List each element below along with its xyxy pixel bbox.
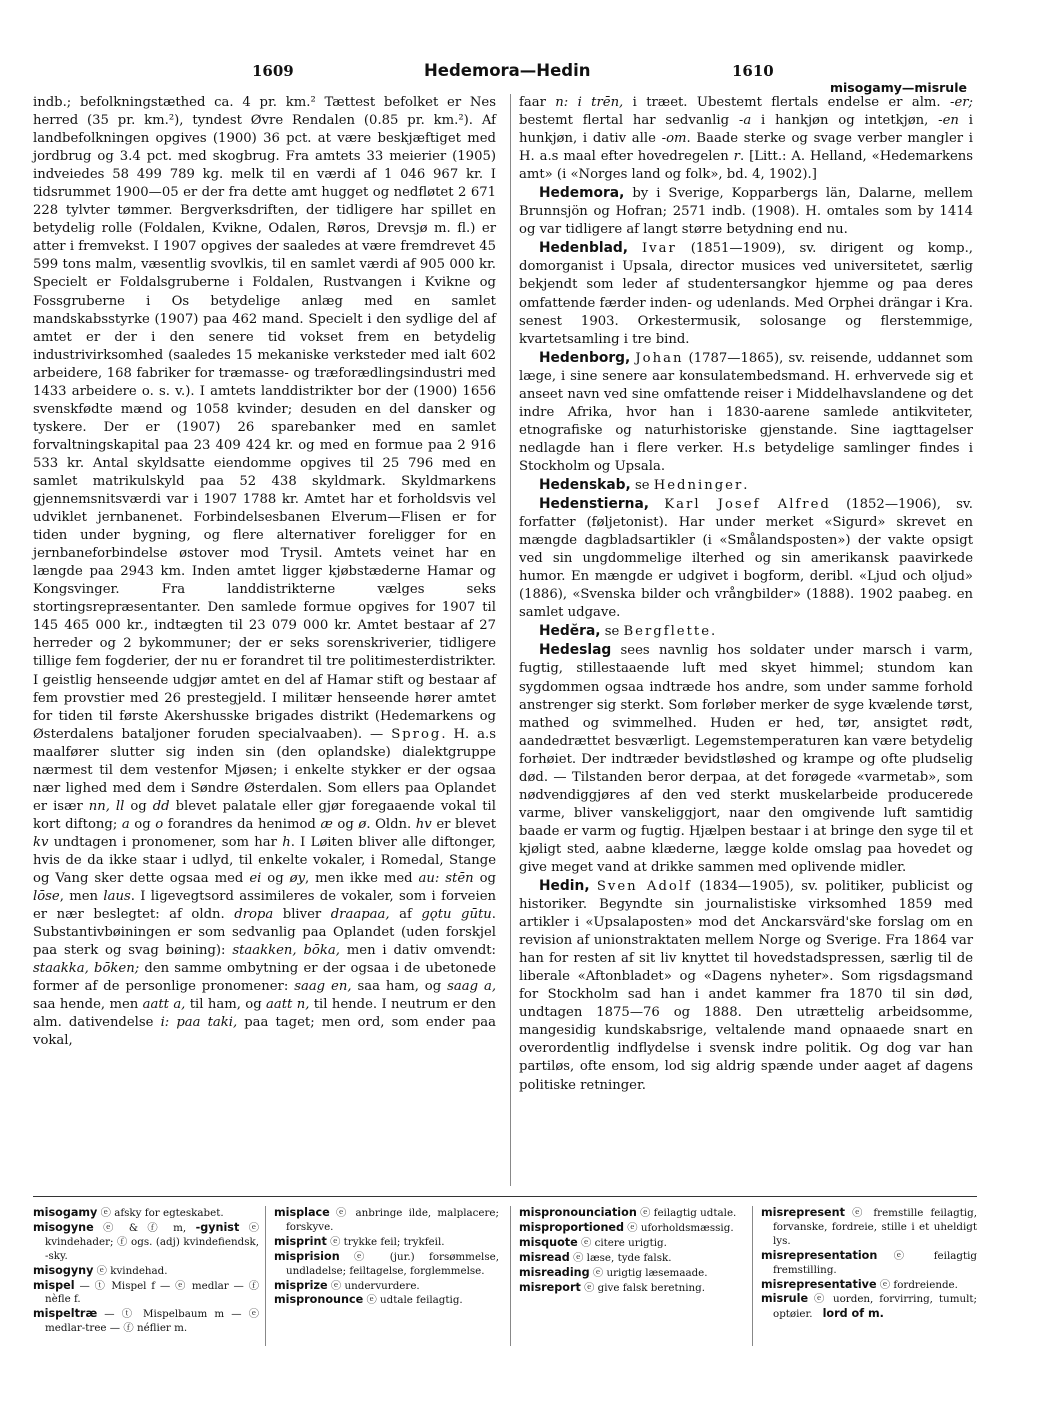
footer-rule: [33, 1196, 977, 1197]
entry-text: by i Sverige, Kopparbergs län, Dalarne, mellem Brunnsjön og Hofran; 2571 indb. (1908). H. omtales som by 1414 og var tidligere af langt større betydning end nu.: [519, 186, 973, 238]
dictionary-definition: ⓔ afsky for egteskabet.: [97, 1207, 224, 1219]
encyclopedia-entry: [519, 239, 973, 348]
italic-term: hv: [415, 816, 432, 832]
text-run: saa hende, men: [33, 997, 143, 1013]
text-run: i hankjøn og intetkjøn,: [751, 113, 939, 129]
dictionary-definition: ⓔ læse, tyde falsk.: [569, 1251, 672, 1264]
section-label-sprog: Sprog: [391, 726, 442, 742]
text-run: den samme ombytning er der ogsaa i de ubetonede former af de personlige pronomener:: [33, 961, 496, 995]
dictionary-entry: [519, 1236, 743, 1251]
dictionary-definition: ⓔ kvindehad.: [93, 1264, 168, 1277]
entry-tail: .: [743, 477, 748, 493]
text-run: bliver: [273, 907, 331, 923]
page-number-right: 1610: [732, 62, 774, 80]
dictionary-word: mispronounce: [274, 1293, 364, 1307]
text-run: . I ligevegtsord assimileres de vokaler, som i forveien er nær beslegtet: af oldn.: [33, 889, 496, 923]
entry-headword: Hedemora,: [539, 185, 625, 202]
cross-reference: Bergflette: [623, 624, 712, 640]
dictionary-entry: [33, 1307, 259, 1336]
dictionary-definition: ⓔ udtale feilagtig.: [363, 1294, 463, 1307]
guide-word: misogamy—misrule: [830, 80, 967, 95]
dictionary-entry: [761, 1292, 977, 1322]
text-run: i træet. Ubestemt flertals endelse er alm.: [623, 95, 950, 110]
page-title: Hedemora—Hedin: [424, 61, 591, 80]
entry-headword: Hedeslag: [539, 642, 612, 659]
italic-term: ei: [249, 871, 262, 887]
entry-headword: Hedenskab,: [539, 476, 631, 493]
italic-term: lōse: [33, 889, 60, 905]
entry-headword: Hedenblad,: [539, 240, 628, 257]
entry-forename: Sven Adolf: [596, 879, 692, 895]
entry-headword: Hedenstierna,: [539, 496, 650, 513]
text-run: indb.; befolkningstæthed ca. 4 pr. km.² Tættest befolket er Nes herred (35 pr. km.²), tyndest Øvre Rendalen (0.85 pr. km.²). Af landbefolkningen opgives (1900) 36 pct. at være beskjæftiget med jordbrug og 3.4 pct. med skogbrug. Fra amtets 33 meierier (1905) indveiedes 58 499 789 kg. melk til en værdi af 1 046 967 kr. I tidsrummet 1900—05 er der fra dette amt hugget og nedfløtet 2 671 228 tylvter tømmer. Bergverksdriften, der tidligere har spillet en betydelig rolle (Foldalen, Kvikne, Odalen, Røros, Drevsjø m. fl.) er atter i fremvekst. I 1907 opgives der saaledes at være fremdrevet 45 599 tons malm, væsentlig svovlkis, til en samlet værdi af 905 000 kr. Specielt er Foldalsgruberne i Foldalen, Rustvangen i Kvikne og Fossgruberne i Os betydelige anlæg med en samlet mandskabsstyrke (1907) paa 462 mand. Specielt i den sydlige del af amtet er der i den senere tid vokset frem en betydelig industrivirksomhed (saaledes 15 mekaniske verksteder med ialt 602 arbeidere, 168 fabriker for træmasse- og træforædlingsindustri med 1433 arbeidere o. s. v.). I amtets landdistrikter bor der (1900) 1656 svenskfødte mænd og 1058 kvinder; desuden en del dansker og tyskere. Der er (1907) 26 sparebanker med en samlet forvaltningskapital paa 23 409 424 kr. og med en formue paa 2 916 533 kr. Antal skyldsatte eiendomme opgives til 25 796 med en samlet matrikulskyld paa 52 438 skyldmark. Skyldmarkens gjennemsnitsværdi var i 1907 1788 kr. Amtet har et forholdsvis vel udviklet jernbanenet. Forbindelsesbanen Elverum—Flisen er for tiden under bygning, og flere alternativer foreligger for en jernbaneforbindelse østover mod Trysil. Amtets veinet har en længde paa 2943 km. Inden amtet ligger kjøbstæderne Hamar og Kongsvinger. Fra landdistrikterne vælges seks stortingsrepræsentanter. Den samlede formue opgives for 1907 til 145 465 000 kr., indtægten til 23 079 000 kr. Amtet bestaar af 27 herreder og 2 bykommuner; der er seks sorenskriverier, tidligere tillige fem fogderier, der nu er forandret til tre politimesterdistrikter. I geistlig henseende udgjør amtet en del af Hamar stift og bestaar af fem provstier med 26 prestegjeld. I militær henseende hører amtet for tiden til første Akershusske brigades distrikt (Hedemarkens og Østerdalens bataljoner foruden specialvaaben). —: [33, 95, 496, 742]
dictionary-word: misogyny: [33, 1263, 94, 1277]
dictionary-definition: ⓔ uforholdsmæssig.: [624, 1221, 734, 1234]
italic-term: -om: [661, 131, 687, 147]
dictionary-divider-1: [265, 1206, 266, 1346]
dictionary-word: misreport: [519, 1280, 581, 1294]
italic-term: laus: [103, 889, 131, 905]
entry-text: se: [600, 624, 624, 640]
text-run: . [Litt.: A. Helland, «Hedemarkens amt» (i «Norges land og folk», bd. 4, 1902).]: [519, 149, 974, 183]
italic-term: æ: [320, 816, 333, 832]
dictionary-definition: — ⓣ Mispel f — ⓔ medlar — ⓕ nèfle f.: [45, 1279, 259, 1306]
italic-term: staakka, bōken;: [33, 961, 140, 977]
text-run: men i dativ omvendt:: [339, 943, 496, 959]
text-run: og: [473, 871, 496, 887]
dictionary-entry: [33, 1264, 259, 1279]
italic-term: saag a,: [447, 979, 497, 995]
dictionary-word: mispronounciation: [519, 1206, 637, 1219]
dictionary-word: misprision: [274, 1249, 340, 1263]
dictionary-column-4: [761, 1206, 977, 1322]
dictionary-entry: [519, 1221, 743, 1236]
dictionary-column-2: [274, 1206, 499, 1308]
dictionary-word: misread: [519, 1250, 570, 1264]
entry-tail: .: [711, 624, 716, 640]
encyclopedia-entry: [519, 476, 973, 495]
dictionary-word: misprint: [274, 1234, 327, 1248]
entry-headword: Hedenborg,: [539, 349, 631, 366]
entry-forename: Johan: [635, 350, 684, 366]
entry-headword: Hedin,: [539, 878, 590, 895]
text-run: blevet palatale eller gjør foregaaende vokal til kort diftong;: [33, 798, 496, 832]
right-column: [519, 94, 973, 1095]
dictionary-word: misquote: [519, 1235, 578, 1249]
entry-text: (1851—1909), sv. dirigent og komp., domorganist i Upsala, director musices ved universitetet, særlig bekjendt som leder af studentersangkor hjemme og paa deres omfattende færder inden- og udenlands. Med Orphei drängar i Kra. senest 1903. Orkestermusik, solosange og flerstemmige, kvartetsamling i tre bind.: [519, 241, 973, 347]
text-run: , men: [59, 889, 104, 905]
dictionary-divider-2: [510, 1206, 511, 1346]
dictionary-definition: ⓔ give falsk beretning.: [580, 1281, 706, 1294]
dictionary-definition: ⓔ uorden, forvirring, tumult; optøier.: [773, 1293, 977, 1321]
text-run: . I Løiten bliver alle diftonger, hvis de da ikke staar i udlyd, til enkelte vokaler, i Romedal, Stange og Vang sker dette ogsaa med: [33, 834, 496, 887]
dictionary-column-1: [33, 1206, 259, 1336]
dictionary-entry: [761, 1249, 977, 1278]
dictionary-word: misrule: [761, 1292, 809, 1306]
italic-term: staakken, bōka,: [232, 943, 340, 959]
dictionary-entry: [33, 1279, 259, 1308]
entry-text: se: [630, 477, 654, 493]
text-run: bestemt flertal har sedvanlig: [519, 113, 739, 129]
dictionary-column-3: [519, 1206, 743, 1295]
italic-term: o: [155, 816, 164, 832]
text-run: . Substantivbøiningen er som sedvanlig paa Oplandet (uden forskjel paa sterk og svag bøining):: [33, 907, 496, 959]
dictionary-entry: [761, 1206, 977, 1249]
dictionary-entry: [274, 1279, 499, 1294]
italic-term: -er;: [949, 95, 973, 110]
encyclopedia-entry: [519, 641, 973, 877]
italic-term: aatt n,: [266, 997, 310, 1013]
text-run: faar: [519, 95, 556, 110]
text-run: og: [124, 798, 153, 814]
dictionary-definition: ⓔ kvindehader; ⓕ ogs. (adj) kvindefiendsk, -sky.: [45, 1221, 259, 1262]
dictionary-definition: ⓔ (jur.) forsømmelse, undladelse; feiltagelse, forglemmelse.: [286, 1250, 499, 1277]
encyclopedia-entry: [519, 877, 973, 1095]
entry-text: sees navnlig hos soldater under marsch i varm, fugtig, stillestaaende luft med skyet himmel; stundom kan sygdommen ogsaa indtræde hos andre, som under samme forhold anstrenger sig sterkt. Som forløber merker de syge kvælende tørst, mathed og svimmelhed. Huden er hed, tør, ansigtet rødt, aandedrættet besværligt. Legemstemperaturen kan være betydelig forhøiet. Der indtræder bevidstløshed og krampe og ofte pludselig død. — Tilstanden beror derpaa, at det forøgede «varmetab», som nødvendiggjøres af den ved sterkt muskelarbeide producerede varme, bliver vanskeliggjort, naar den omgivende luft samtidig baade er varm og fugtig. Hjælpen bestaar i at bringe den syge til et kjøligt sted, aabne klæderne, lægge kolde omslag paa hovedet og give meget vand at drikke sammen med oplivende midler.: [519, 643, 973, 875]
left-column-text: [33, 94, 496, 1050]
text-run: i hunkjøn, i dativ alle: [519, 113, 973, 147]
text-run: og: [332, 816, 359, 832]
page-number-left: 1609: [252, 62, 294, 80]
italic-term: dropa: [234, 907, 274, 923]
italic-term: ø: [358, 816, 367, 832]
encyclopedia-entry: [519, 622, 973, 641]
dictionary-entry: [519, 1251, 743, 1266]
entry-text: (1834—1905), sv. politiker, publicist og historiker. Begyndte sin journalistiske virksomhed 1859 med artikler i «Upsalaposten» mod det Anckarsvärd'ske forslag om en revision af unionstraktaten mellem Norge og Sverige. Fra 1864 var han for resten af sit liv knyttet til hovedstadspressen, særlig til de liberale «Aftonbladet» og «Dagens nyheter». Som rigsdagsmand for Stockholm sad han i andet kammer fra 1870 til sin død, undtagen 1875—76 og 1888. Den utrættelig arbeidsomme, mangesidig kundskabsrige, veltalende mand opnaaede snart en overordentlig indflydelse i svensk indre politik. Og dog var han partiløs, ofte ensom, lod sig aldrig spænde under aaget af dagens politiske retninger.: [519, 879, 973, 1093]
dictionary-definition: ⓔ trykke feil; trykfeil.: [326, 1235, 445, 1248]
dictionary-word: misprize: [274, 1278, 328, 1292]
italic-term: i: paa taki,: [160, 1015, 238, 1031]
dictionary-entry: [761, 1278, 977, 1293]
dictionary-entry: [33, 1206, 259, 1221]
continuation-paragraph: [519, 94, 973, 184]
dictionary-entry: [519, 1266, 743, 1281]
italic-term: au: stēn: [418, 871, 474, 887]
italic-term: h: [282, 834, 291, 850]
dictionary-entry: [274, 1206, 499, 1235]
italic-term: gǫtu gūtu: [421, 907, 492, 923]
italic-term: øy: [289, 871, 306, 887]
encyclopedia-entry: [519, 184, 973, 239]
text-run: . H. a.s maalfører slutter sig inden sin (den oplandske) dialektgruppe nærmest til dem vestenfor Mjøsen; i enkelte stykker er der ogsaa nær lighed med dem i Søndre Østerdalen. Som ellers paa Oplandet er især: [33, 726, 497, 814]
dictionary-word: misrepresentative: [761, 1277, 877, 1291]
text-run: undtagen i pronomener, som har: [48, 834, 283, 850]
dictionary-definition: ⓔ feilagtig udtale.: [636, 1207, 737, 1219]
text-run: og: [261, 871, 290, 887]
dictionary-divider-3: [752, 1206, 753, 1346]
entry-headword: Hedĕra,: [539, 623, 601, 640]
dictionary-definition: ⓔ & ⓕ m,: [93, 1221, 196, 1234]
italic-term: nn, ll: [88, 798, 125, 814]
dictionary-definition: ⓔ fordreiende.: [876, 1278, 958, 1291]
text-run: , men ikke med: [305, 871, 419, 887]
text-run: er blevet: [431, 816, 497, 832]
dictionary-phrase: lord of m.: [822, 1307, 884, 1321]
entry-forename: Ivar: [641, 241, 677, 257]
dictionary-definition: — ⓣ Mispelbaum m — ⓔ medlar-tree — ⓕ néflier m.: [45, 1308, 259, 1335]
column-divider: [510, 94, 511, 1186]
text-run: saa ham, og: [351, 979, 448, 995]
text-run: til ham, og: [185, 997, 267, 1013]
dictionary-word: mispeltræ: [33, 1307, 98, 1321]
text-run: til hende. I neutrum er den alm. dativendelse: [33, 997, 496, 1031]
dictionary-word: misplace: [274, 1206, 330, 1219]
italic-term: n: i trēn,: [555, 95, 624, 110]
text-run: . Oldn.: [366, 816, 416, 832]
italic-term: -en: [938, 113, 959, 129]
dictionary-entry: [519, 1206, 743, 1221]
italic-term: dd: [152, 798, 170, 814]
dictionary-definition: ⓔ citere urigtig.: [577, 1236, 667, 1249]
dictionary-word: misrepresentation: [761, 1248, 878, 1262]
italic-term: saag en,: [294, 979, 352, 995]
entry-text: (1787—1865), sv. reisende, uddannet som læge, i sine senere aar konsulatembedsmand. H. erhvervede sig et anseet navn ved sine omfattende reiser i Middelhavslandene og det indre Afrika, hvor han i 1830-aarene samlede antikviteter, etnografiske og naturhistoriske gjenstande. Sine iagttagelser nedlagde han i flere verker. H.s betydelige samlinger findes i Stockholm og Upsala.: [519, 350, 973, 474]
text-run: forandres da henimod: [163, 816, 321, 832]
dictionary-definition: ⓔ undervurdere.: [327, 1279, 420, 1292]
text-run: af: [389, 907, 422, 923]
text-run: paa taget; men ord, som ender paa vokal,: [33, 1015, 496, 1049]
text-run: . Baade sterke og svage verber mangler i H. a.s maal efter hovedregelen: [519, 131, 973, 165]
italic-term: a: [121, 816, 130, 832]
cross-reference: Hedninger: [653, 477, 744, 493]
dictionary-entry: [274, 1235, 499, 1250]
italic-term: -a: [738, 113, 752, 129]
encyclopedia-entry: [519, 495, 973, 622]
italic-term: r: [733, 149, 740, 165]
italic-term: aatt a,: [142, 997, 186, 1013]
dictionary-word: -gynist: [195, 1220, 240, 1234]
entry-forename: Karl Josef Alfred: [664, 497, 831, 513]
dictionary-word: misproportioned: [519, 1220, 625, 1234]
italic-term: draapaa,: [330, 907, 390, 923]
dictionary-word: misogamy: [33, 1206, 98, 1219]
dictionary-entry: [274, 1293, 499, 1308]
dictionary-entry: [274, 1250, 499, 1279]
entry-text: (1852—1906), sv. forfatter (føljetonist). Har under merket «Sigurd» skrevet en mængde dagbladsartikler (i «Smålandsposten») der vakte opsigt ved sin ungdommelige ilterhed og sin amerikansk paavirkede humor. En mængde er udgivet i bogform, deribl. «Ljud och oljud» (1886), «Svenska bilder och vrångbilder» (1888). 1902 paabeg. en samlet udgave.: [519, 497, 973, 621]
dictionary-word: misogyne: [33, 1220, 94, 1234]
dictionary-definition: ⓔ anbringe ilde, malplacere; forskyve.: [286, 1207, 499, 1233]
text-run: og: [129, 816, 156, 832]
left-column: [33, 94, 496, 1050]
dictionary-definition: ⓔ fremstille feilagtig, forvanske, fordreie, stille i et uheldigt lys.: [773, 1207, 977, 1247]
dictionary-word: mispel: [33, 1278, 75, 1292]
dictionary-entry: [33, 1221, 259, 1264]
dictionary-definition: ⓔ urigtig læsemaade.: [589, 1266, 708, 1279]
italic-term: kv: [33, 834, 49, 850]
dictionary-word: misrepresent: [761, 1206, 845, 1219]
dictionary-definition: ⓔ feilagtig fremstilling.: [773, 1249, 977, 1276]
dictionary-entry: [519, 1281, 743, 1296]
dictionary-word: misreading: [519, 1265, 590, 1279]
encyclopedia-entry: [519, 349, 973, 476]
